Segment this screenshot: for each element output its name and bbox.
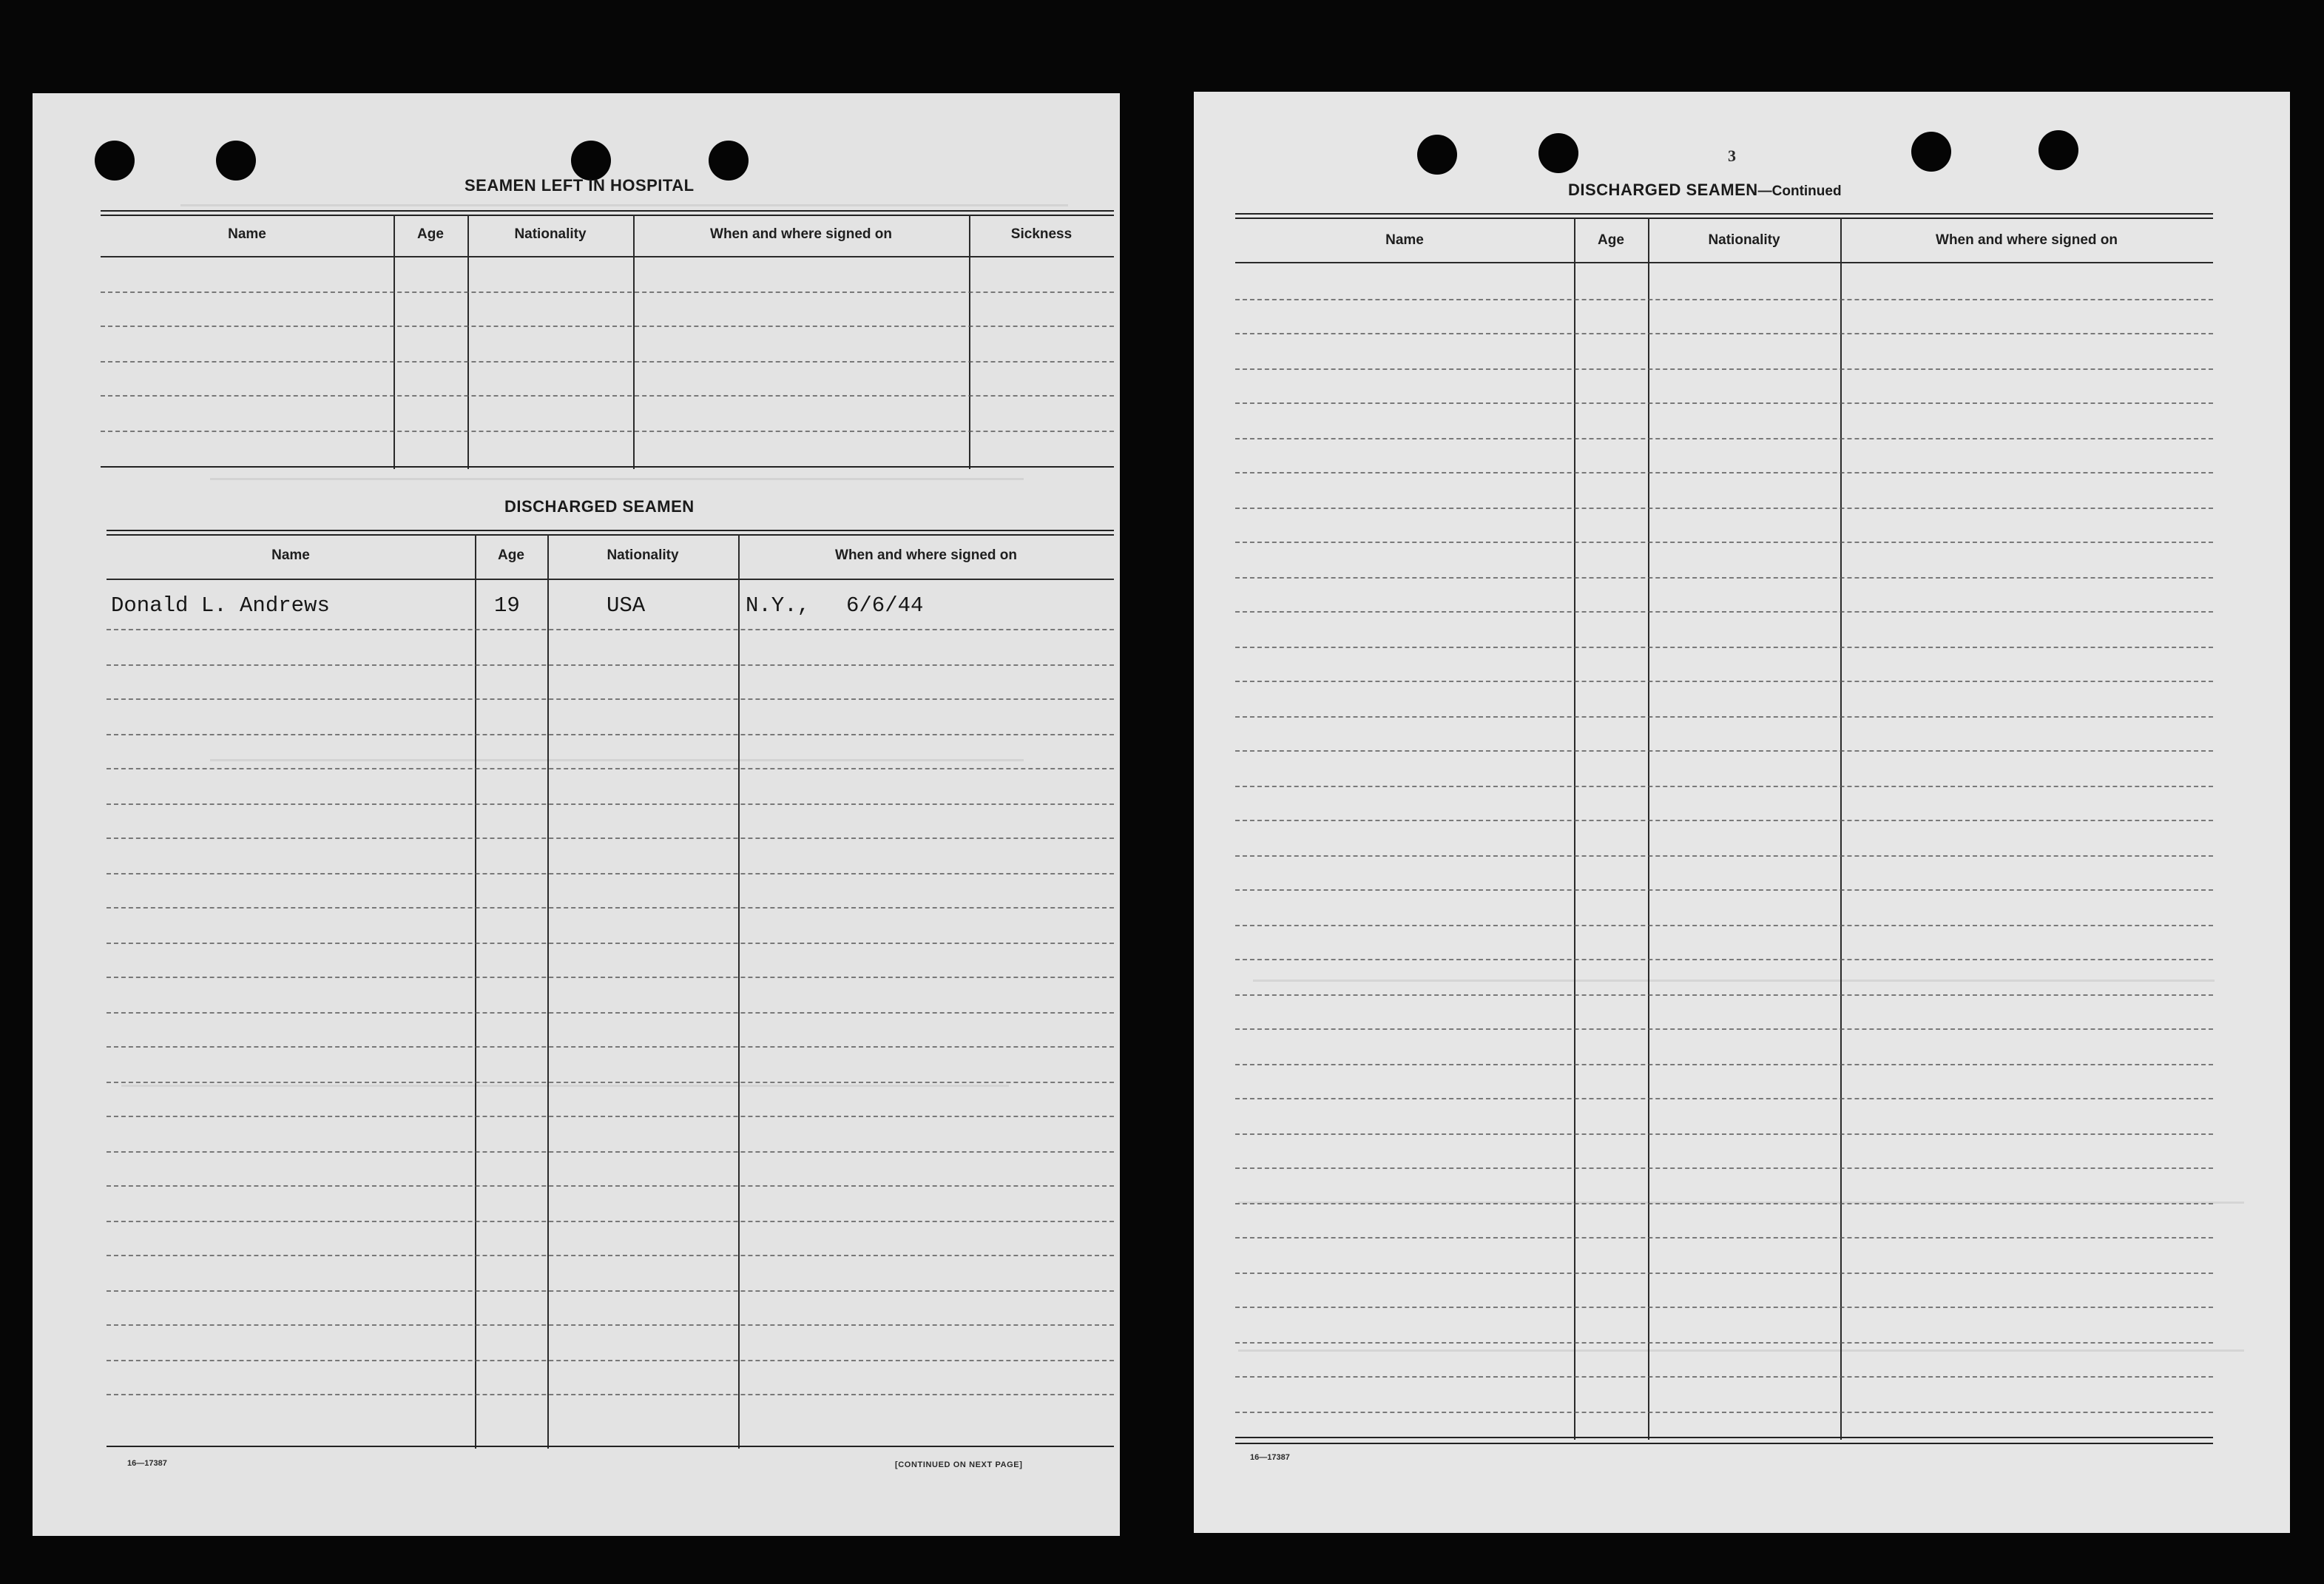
discharged-header-nationality: Nationality [607, 547, 679, 563]
punch-hole [95, 141, 135, 181]
punch-hole [216, 141, 256, 181]
punch-hole [709, 141, 749, 181]
punch-hole [1538, 133, 1578, 173]
left-page [33, 93, 1120, 1536]
discharged-header-name: Name [271, 547, 310, 563]
seaman-signed-on-place: N.Y., [746, 593, 811, 618]
continued-header-nationality: Nationality [1708, 232, 1780, 248]
form-number-right: 16—17387 [1250, 1453, 1290, 1462]
seaman-name: Donald L. Andrews [111, 593, 330, 618]
hospital-section-title: SEAMEN LEFT IN HOSPITAL [465, 176, 695, 195]
punch-hole [571, 141, 611, 181]
discharged-section-title: DISCHARGED SEAMEN [504, 497, 695, 516]
page-number: 3 [1728, 146, 1736, 165]
punch-hole [2038, 130, 2078, 170]
discharged-table [107, 530, 1114, 1536]
continued-header-name: Name [1385, 232, 1424, 248]
seaman-signed-on-date: 6/6/44 [846, 593, 924, 618]
discharged-continued-table [1235, 213, 2213, 1533]
discharged-header-age: Age [498, 547, 524, 563]
hospital-header-name: Name [228, 226, 266, 242]
discharged-header-signed-on: When and where signed on [835, 547, 1017, 563]
hospital-header-nationality: Nationality [514, 226, 587, 242]
continued-header-signed-on: When and where signed on [1936, 232, 2118, 248]
hospital-header-signed-on: When and where signed on [710, 226, 892, 242]
right-page [1194, 92, 2290, 1533]
continued-header-age: Age [1598, 232, 1624, 248]
hospital-header-sickness: Sickness [1010, 226, 1073, 242]
discharged-continued-title: DISCHARGED SEAMEN—Continued [1568, 181, 1842, 199]
hospital-header-age: Age [417, 226, 444, 242]
punch-hole [1911, 132, 1951, 172]
continued-note: [CONTINUED ON NEXT PAGE] [895, 1460, 1023, 1469]
seaman-age: 19 [494, 593, 520, 618]
seaman-nationality: USA [607, 593, 646, 618]
punch-hole [1417, 135, 1457, 175]
form-number-left: 16—17387 [127, 1459, 167, 1468]
